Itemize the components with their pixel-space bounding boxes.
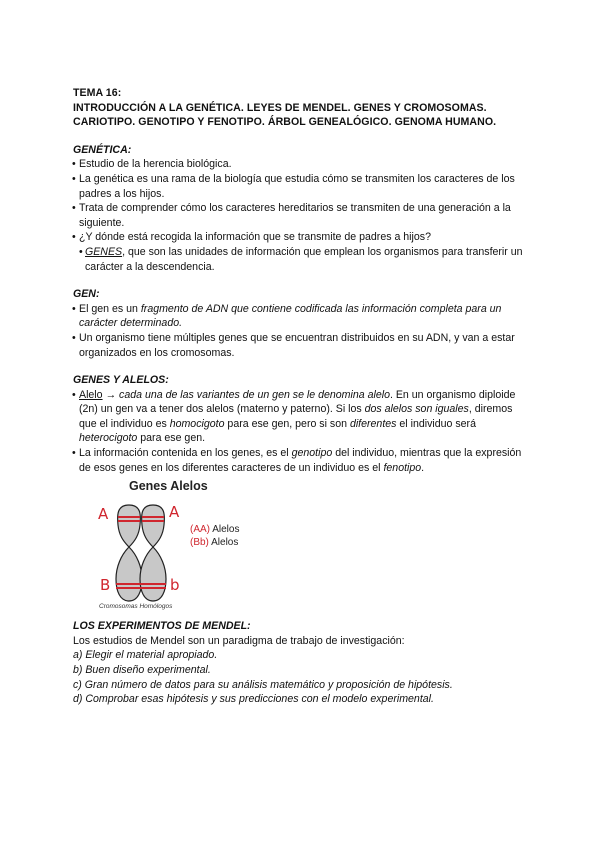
band-A-right-2 (142, 520, 164, 522)
term-homocigoto: homocigoto (169, 417, 225, 430)
text-span: para ese gen. (137, 432, 206, 445)
mendel-item-c: c) Gran número de datos para su análisis matemático y proposición de hipótesis. (73, 678, 453, 691)
term-fenotipo: fenotipo (383, 461, 422, 474)
text-span: el individuo será (396, 417, 476, 430)
definition-alelo: cada una de las variantes de un gen se le denomina alelo (119, 388, 390, 401)
legend-text: Alelos (210, 524, 240, 536)
band-A-left-2 (118, 520, 140, 522)
mendel-item-a: a) Elegir el material apropiado. (73, 649, 218, 662)
list-item: • ¿Y dónde está recogida la información que se transmite de padres a hijos? (72, 231, 431, 244)
mendel-item-d: d) Comprobar esas hipótesis y sus predicciones con el modelo experimental. (73, 693, 434, 706)
legend-row (190, 524, 239, 537)
legend-text: Alelos (208, 536, 239, 548)
legend-code-aa: (AA) (190, 524, 210, 536)
title-line-2: INTRODUCCIÓN A LA GENÉTICA. LEYES DE MENDEL. GENES Y CROMOSOMAS. (73, 101, 487, 114)
term-genes: GENES (85, 245, 123, 258)
figure-legend (190, 524, 239, 549)
chromosome-left-lower-arm (116, 547, 142, 601)
text-span: del individuo, mientras que la expresión de esos genes en los diferentes caracteres de un individuo es el (79, 447, 522, 474)
document-title (73, 86, 533, 130)
text-span: . En un organismo diploide (2n) un gen va a tener dos alelos (materno y paterno). Si los (79, 388, 516, 416)
section-heading-genetica: GENÉTICA: (73, 143, 132, 156)
label-B: B (100, 576, 111, 595)
bullet-text: Un organismo tiene múltiples genes que se encuentran distribuidos en su ADN, y van a estar organizados en los cromosomas. (79, 331, 515, 359)
section-heading-gen: GEN: (73, 288, 100, 301)
text-span: La información contenida en los genes, es el (79, 447, 292, 460)
bullet-text: , que son las unidades de información que emplean los organismos para transferir un carácter a la descendencia. (85, 245, 523, 273)
definition-gen: fragmento de ADN que contiene codificada las información completa para un carácter determinado. (79, 302, 502, 330)
bullet-text: La genética es una rama de la biología que estudia cómo se transmiten los caracteres de los padres a los hijos. (79, 172, 515, 200)
band-B-left-2 (116, 587, 142, 589)
bullet-text: Estudio de la herencia biológica. (79, 158, 232, 171)
chromosome-right-lower-arm (140, 547, 166, 601)
list-item: • Trata de comprender cómo los caracteres hereditarios se transmiten de una generación a la siguiente. (72, 202, 511, 229)
band-A-right (142, 516, 164, 518)
term-genotipo: genotipo (291, 447, 333, 460)
chromosome-right (140, 505, 166, 601)
arrow-glyph: → (102, 388, 120, 401)
band-B-left (116, 583, 142, 585)
term-alelo: Alelo (79, 388, 103, 401)
legend-code-bb: (Bb) (190, 536, 209, 548)
term-heterocigoto: heterocigoto (79, 432, 138, 445)
section-heading-alelos: GENES Y ALELOS: (73, 374, 169, 387)
mendel-item-b: b) Buen diseño experimental. (73, 664, 211, 677)
chromosome-right-upper-arm (142, 505, 165, 547)
text-span: , diremos que el individuo es (79, 403, 513, 430)
chromosome-left-upper-arm (118, 505, 141, 547)
chromosome-left (116, 505, 142, 601)
list-item: • Alelo → cada una de las variantes de un gen se le denomina alelo. En un organismo diploide (2n) un gen va a tener dos alelos (materno y paterno). Si los dos alelos son iguales, diremos que el individuo es homocigoto para ese gen, pero si son diferentes el individuo será heterocigoto para ese gen. (72, 388, 516, 445)
section-heading-mendel: LOS EXPERIMENTOS DE MENDEL: (73, 620, 251, 633)
list-item: • GENES, que son las unidades de información que emplean los organismos para transferir un carácter a la descendencia. (79, 245, 523, 273)
title-line-3: CARIOTIPO. GENOTIPO Y FENOTIPO. ÁRBOL GENEALÓGICO. GENOMA HUMANO. (73, 116, 497, 129)
bullet-text: El gen es un (79, 302, 141, 315)
band-A-left (118, 516, 140, 518)
figure-genes-alelos (87, 479, 287, 615)
chromosome-illustration (87, 479, 287, 615)
mendel-intro: Los estudios de Mendel son un paradigma de trabajo de investigación: (73, 634, 405, 647)
figure-caption: Cromosomas Homólogos (99, 603, 173, 611)
band-b-right (140, 583, 166, 585)
title-line-1: TEMA 16: (73, 87, 122, 99)
list-item: • La información contenida en los genes, es el genotipo del individuo, mientras que la expresión de esos genes en los diferentes caracteres de un individuo es el fenotipo. (72, 447, 522, 474)
bullet-text: ¿Y dónde está recogida la información que se transmite de padres a hijos? (79, 231, 431, 244)
figure-title: Genes Alelos (129, 479, 208, 494)
list-item: • La genética es una rama de la biología que estudia cómo se transmiten los caracteres de los padres a los hijos. (72, 172, 515, 200)
list-item: • El gen es un fragmento de ADN que contiene codificada las información completa para un carácter determinado. (72, 302, 502, 330)
text-italic: diferentes (349, 417, 397, 430)
band-b-right-2 (140, 587, 166, 589)
text-span: para ese gen, pero si son (224, 417, 350, 430)
label-A-right: A (169, 503, 180, 522)
text-span: . (421, 461, 425, 474)
list-item: • Un organismo tiene múltiples genes que se encuentran distribuidos en su ADN, y van a estar organizados en los cromosomas. (72, 331, 515, 359)
document-page (73, 86, 533, 707)
list-item: • Estudio de la herencia biológica. (72, 158, 232, 171)
bullet-text: Trata de comprender cómo los caracteres hereditarios se transmiten de una generación a la siguiente. (79, 202, 511, 229)
label-A-left: A (98, 505, 109, 524)
label-b: b (170, 576, 180, 595)
text-italic: dos alelos son iguales (364, 403, 469, 416)
legend-row (190, 537, 239, 550)
